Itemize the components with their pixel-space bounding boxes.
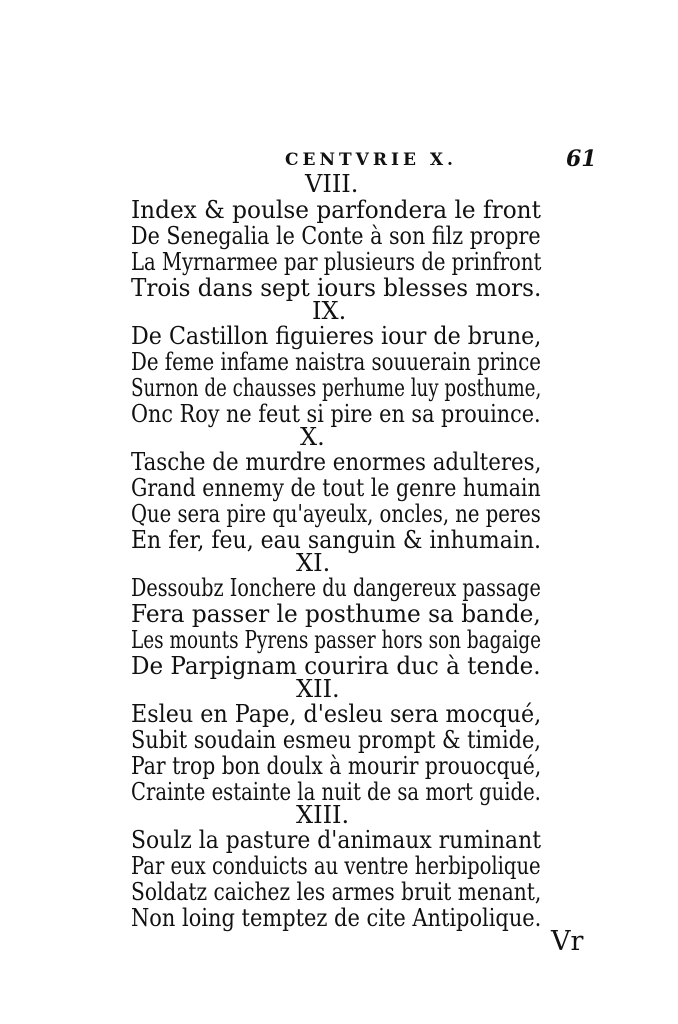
verse-line: Grand ennemy de tout le genre humain: [131, 473, 541, 502]
verse-line: Fera passer le posthume sa bande,: [131, 599, 541, 628]
verse-line: En fer, feu, eau sanguin & inhumain.: [131, 525, 542, 554]
verse-line: Par eux conduicts au ventre herbipolique: [131, 851, 541, 880]
quatrain-number: XI.: [296, 549, 331, 577]
verse-line: Esleu en Pape, d'esleu sera mocqué,: [131, 699, 542, 728]
quatrain-number: XIII.: [296, 801, 350, 829]
quatrain-number: XII.: [296, 675, 340, 703]
verse-line: De Senegalia le Conte à son filz propre: [131, 221, 541, 250]
verse-line: Soldatz caichez les armes bruit menant,: [131, 877, 542, 906]
verse-line: Soulz la pasture d'animaux ruminant: [131, 825, 541, 854]
verse-line: Tasche de murdre enormes adulteres,: [131, 447, 542, 476]
verse-line: Que sera pire qu'ayeulx, oncles, ne peres: [131, 499, 541, 528]
quatrain-number: VIII.: [305, 170, 359, 198]
verse-line: La Myrnarmee par plusieurs de prinfront: [131, 247, 542, 276]
verse-line: Surnon de chausses perhume luy posthume,: [131, 373, 542, 402]
verse-line: Crainte estainte la nuit de sa mort guide.: [131, 777, 541, 806]
verse-line: Dessoubz Ionchere du dangereux passage: [131, 573, 541, 602]
verse-line: Subit soudain esmeu prompt & timide,: [131, 725, 541, 754]
verse-line: Onc Roy ne feut si pire en sa prouince.: [131, 399, 541, 428]
verse-line: De Castillon figuieres iour de brune,: [131, 321, 542, 350]
verse-line: Par trop bon doulx à mourir prouocqué,: [131, 751, 542, 780]
quatrain-number: IX.: [312, 297, 347, 325]
running-head: CENTVRIE X.: [285, 150, 457, 170]
folio: 61: [566, 146, 597, 172]
verse-line: Index & poulse parfondera le front: [131, 195, 541, 224]
quatrain-number: X.: [300, 423, 325, 451]
verse-line: De feme infame naistra souuerain prince: [131, 347, 541, 376]
verse-line: Les mounts Pyrens passer hors son bagaige: [131, 625, 542, 654]
verse-line: Trois dans sept iours blesses mors.: [131, 273, 542, 302]
signature-mark: Vr: [551, 926, 584, 957]
verse-line: De Parpignam courira duc à tende.: [131, 651, 541, 680]
verse-line: Non loing temptez de cite Antipolique.: [131, 903, 542, 932]
